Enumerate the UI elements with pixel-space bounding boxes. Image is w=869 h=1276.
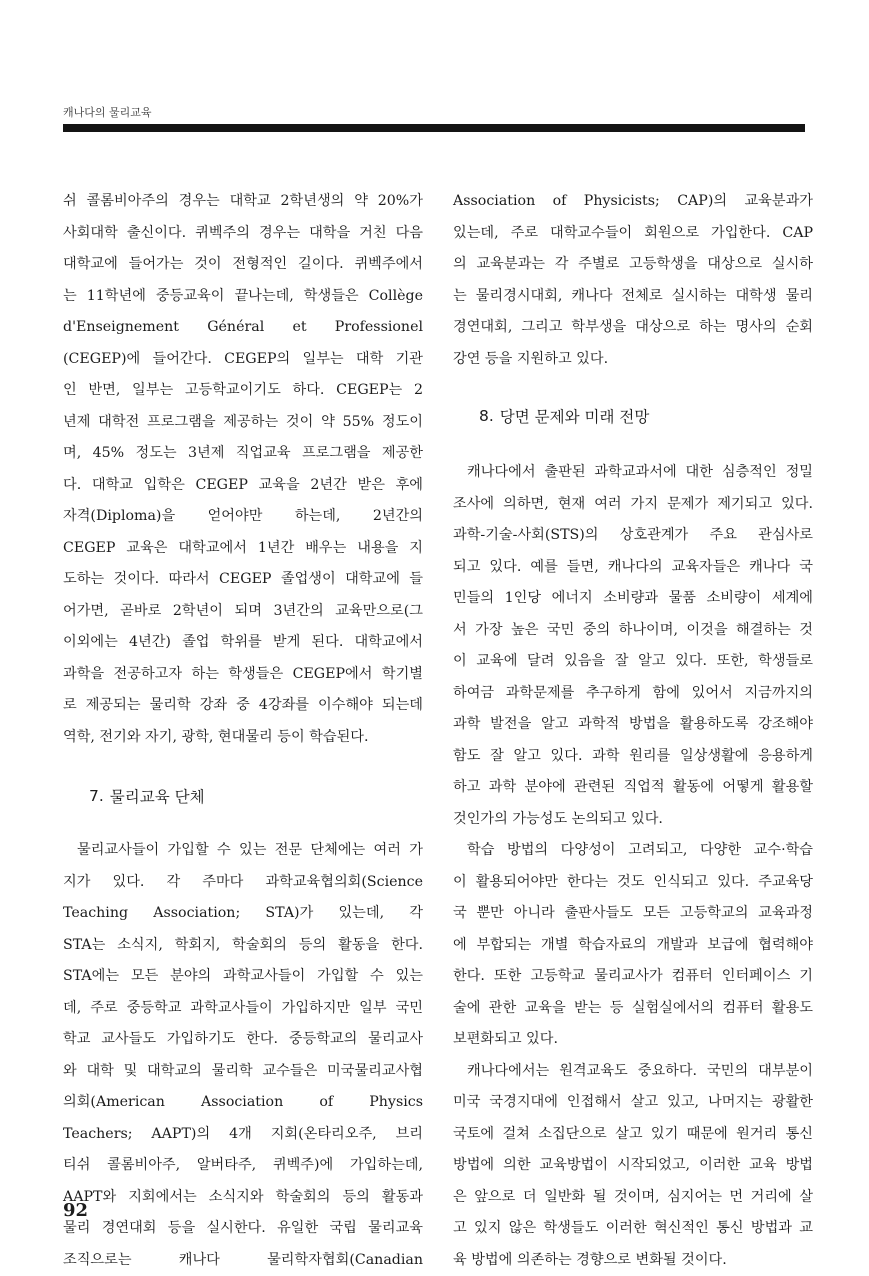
paragraph: [453, 457, 813, 835]
text-line: 년제 대학전 프로그램을 제공하는 것이 약 55% 정도이: [63, 407, 423, 439]
text-line: 지가 있다. 각 주마다 과학교육협의회(Science: [63, 867, 423, 899]
text-line: 티쉬 콜롬비아주, 알버타주, 퀴벡주)에 가입하는데,: [63, 1150, 423, 1182]
text-line: 육 방법에 의존하는 경향으로 변화될 것이다.: [453, 1245, 813, 1276]
text-line: Teaching Association; STA)가 있는데, 각: [63, 898, 423, 930]
text-line: 데, 주로 중등학교 과학교사들이 가입하지만 일부 국민: [63, 993, 423, 1025]
paragraph: [63, 835, 423, 1276]
paragraph: [453, 1056, 813, 1276]
text-line: STA는 소식지, 학회지, 학술회의 등의 활동을 한다.: [63, 930, 423, 962]
section-heading-8: [453, 375, 813, 457]
text-line: 자격(Diploma)을 얻어야만 하는데, 2년간의: [63, 501, 423, 533]
text-line: CEGEP 교육은 대학교에서 1년간 배우는 내용을 지: [63, 533, 423, 565]
text-line: 대학교에 들어가는 것이 전형적인 길이다. 퀴벡주에서: [63, 249, 423, 281]
paragraph: [63, 186, 423, 753]
paragraph: [453, 186, 813, 375]
text-line: 쉬 콜롬비아주의 경우는 대학교 2학년생의 약 20%가: [63, 186, 423, 218]
text-line: 는 물리경시대회, 캐나다 전체로 실시하는 대학생 물리: [453, 281, 813, 313]
text-line: 서 가장 높은 국민 중의 하나이며, 이것을 해결하는 것: [453, 615, 813, 647]
text-line: 은 앞으로 더 일반화 될 것이며, 심지어는 먼 거리에 살: [453, 1182, 813, 1214]
text-line: 하고 과학 분야에 관련된 직업적 활동에 어떻게 활용할: [453, 772, 813, 804]
right-column: [453, 186, 813, 1276]
text-line: 인 반면, 일부는 고등학교이기도 하다. CEGEP는 2: [63, 375, 423, 407]
text-line: 도하는 것이다. 따라서 CEGEP 졸업생이 대학교에 들: [63, 564, 423, 596]
text-line: 과학을 전공하고자 하는 학생들은 CEGEP에서 학기별: [63, 659, 423, 691]
text-line: 함도 잘 알고 있다. 과학 원리를 일상생활에 응용하게: [453, 741, 813, 773]
text-line: 조직으로는 캐나다 물리학자협회(Canadian: [63, 1245, 423, 1276]
text-line: 는 11학년에 중등교육이 끝나는데, 학생들은 Collège: [63, 281, 423, 313]
text-line: 보편화되고 있다.: [453, 1024, 813, 1056]
text-line: Association of Physicists; CAP)의 교육분과가: [453, 186, 813, 218]
text-line: 캐나다에서 출판된 과학교과서에 대한 심층적인 정밀: [453, 457, 813, 489]
text-line: 다. 대학교 입학은 CEGEP 교육을 2년간 받은 후에: [63, 470, 423, 502]
text-line: 며, 45% 정도는 3년제 직업교육 프로그램을 제공한: [63, 438, 423, 470]
paragraph: [453, 835, 813, 1056]
text-line: 강연 등을 지원하고 있다.: [453, 344, 813, 376]
text-line: 물리 경연대회 등을 실시한다. 유일한 국립 물리교육: [63, 1213, 423, 1245]
text-line: 경연대회, 그리고 학부생을 대상으로 하는 명사의 순회: [453, 312, 813, 344]
section-number: 8.: [479, 407, 494, 425]
text-line: 술에 관한 교육을 받는 등 실험실에서의 컴퓨터 활용도: [453, 993, 813, 1025]
text-line: 사회대학 출신이다. 퀴벡주의 경우는 대학을 거친 다음: [63, 218, 423, 250]
text-line: 방법에 의한 교육방법이 시작되었고, 이러한 교육 방법: [453, 1150, 813, 1182]
left-column: [63, 186, 423, 1276]
text-line: 학교 교사들도 가입하기도 한다. 중등학교의 물리교사: [63, 1024, 423, 1056]
text-line: 과학 발전을 알고 과학적 방법을 활용하도록 강조해야: [453, 709, 813, 741]
text-line: 로 제공되는 물리학 강좌 중 4강좌를 이수해야 되는데: [63, 690, 423, 722]
text-line: 이 교육에 달려 있음을 잘 알고 있다. 또한, 학생들로: [453, 646, 813, 678]
text-line: 이 활용되어야만 한다는 것도 인식되고 있다. 주교육당: [453, 867, 813, 899]
text-line: 물리교사들이 가입할 수 있는 전문 단체에는 여러 가: [63, 835, 423, 867]
text-line: 조사에 의하면, 현재 여러 가지 문제가 제기되고 있다.: [453, 489, 813, 521]
text-line: (CEGEP)에 들어간다. CEGEP의 일부는 대학 기관: [63, 344, 423, 376]
text-line: 고 있지 않은 학생들도 이러한 혁신적인 통신 방법과 교: [453, 1213, 813, 1245]
page-number: 92: [63, 1200, 88, 1221]
text-line: 이외에는 4년간) 졸업 학위를 받게 된다. 대학교에서: [63, 627, 423, 659]
text-line: 되고 있다. 예를 들면, 캐나다의 교육자들은 캐나다 국: [453, 552, 813, 584]
text-line: 하여금 과학문제를 추구하게 함에 있어서 지금까지의: [453, 678, 813, 710]
text-line: 에 부합되는 개별 학습자료의 개발과 보급에 협력해야: [453, 930, 813, 962]
text-line: 의 교육분과는 각 주별로 고등학생을 대상으로 실시하: [453, 249, 813, 281]
text-line: 학습 방법의 다양성이 고려되고, 다양한 교수·학습: [453, 835, 813, 867]
text-line: Teachers; AAPT)의 4개 지회(온타리오주, 브리: [63, 1119, 423, 1151]
running-head: 캐나다의 물리교육: [63, 104, 152, 120]
section-title: 당면 문제와 미래 전망: [500, 405, 650, 427]
text-line: STA에는 모든 분야의 과학교사들이 가입할 수 있는: [63, 961, 423, 993]
text-line: 있는데, 주로 대학교수들이 회원으로 가입한다. CAP: [453, 218, 813, 250]
header-rule: [63, 124, 805, 132]
text-line: 의회(American Association of Physics: [63, 1087, 423, 1119]
text-line: 과학-기술-사회(STS)의 상호관계가 주요 관심사로: [453, 520, 813, 552]
text-line: 캐나다에서는 원격교육도 중요하다. 국민의 대부분이: [453, 1056, 813, 1088]
text-line: 한다. 또한 고등학교 물리교사가 컴퓨터 인터페이스 기: [453, 961, 813, 993]
text-line: 국토에 걸쳐 소집단으로 살고 있기 때문에 원거리 통신: [453, 1119, 813, 1151]
text-line: 미국 국경지대에 인접해서 살고 있고, 나머지는 광활한: [453, 1087, 813, 1119]
section-title: 물리교육 단체: [110, 785, 205, 807]
text-line: 역학, 전기와 자기, 광학, 현대물리 등이 학습된다.: [63, 722, 423, 754]
text-line: 와 대학 및 대학교의 물리학 교수들은 미국물리교사협: [63, 1056, 423, 1088]
text-line: AAPT와 지회에서는 소식지와 학술회의 등의 활동과: [63, 1182, 423, 1214]
text-line: 민들의 1인당 에너지 소비량과 물품 소비량이 세계에: [453, 583, 813, 615]
text-line: d'Enseignement Général et Professionel: [63, 312, 423, 344]
section-number: 7.: [89, 787, 104, 805]
text-line: 국 뿐만 아니라 출판사들도 모든 고등학교의 교육과정: [453, 898, 813, 930]
section-heading-7: [63, 753, 423, 835]
text-line: 어가면, 곧바로 2학년이 되며 3년간의 교육만으로(그: [63, 596, 423, 628]
text-line: 것인가의 가능성도 논의되고 있다.: [453, 804, 813, 836]
